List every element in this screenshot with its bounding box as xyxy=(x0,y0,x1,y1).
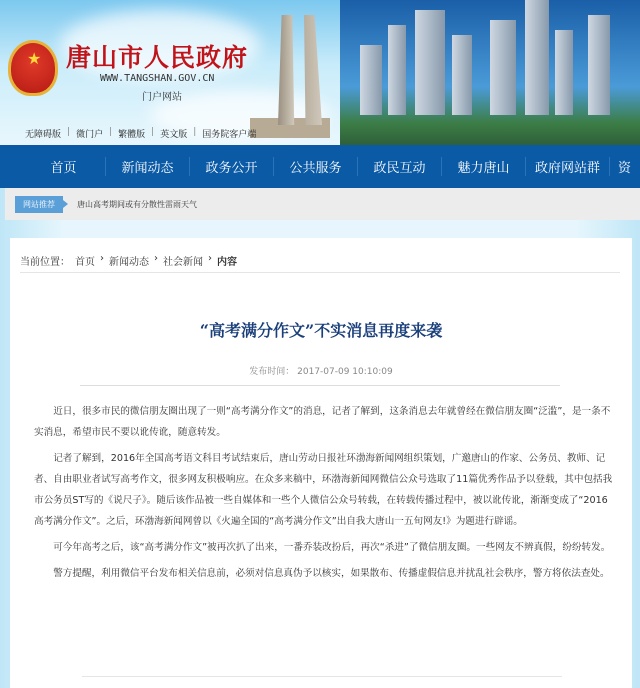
link-english[interactable]: 英文版 xyxy=(160,130,188,140)
nav-resources[interactable]: 资 xyxy=(618,161,632,176)
nav-gov-affairs[interactable]: 政务公开 xyxy=(190,157,274,176)
breadcrumb xyxy=(20,253,237,268)
paragraph: 记者了解到，2016年全国高考语文科目考试结束后，唐山劳动日报社环渤海新闻网组织策划，广邀唐山的作家、公务员、教师、记者、自由职业者试写高考作文，很多网友积极响应。在众多来稿中，环渤海新闻网微信公众号选取了11篇优秀作品予以登载，其中包括我市公务员ST写的《说尺子》。随后该作品被一些自媒体和一些个人微信公众号转载，在转载传播过程中，被以讹传讹，渐渐变成了“2016高考满分作文”。之后，环渤海新闻网曾以《火遍全国的“高考满分作文”出自我大唐山一五旬网友!》为题进行辟谣。 xyxy=(34,453,613,527)
quick-links: 无障碍版 | 微门户 | 繁體版 | 英文版 | 国务院客户端 xyxy=(25,127,257,140)
breadcrumb-sep: › xyxy=(154,253,158,264)
nav-news[interactable]: 新闻动态 xyxy=(106,157,190,176)
date-value: 2017-07-09 10:10:09 xyxy=(297,367,393,377)
breadcrumb-current: 内容 xyxy=(217,257,237,268)
breadcrumb-sep: › xyxy=(208,253,212,264)
link-traditional[interactable]: 繁體版 xyxy=(118,130,146,140)
article-title: “高考满分作文”不实消息再度来袭 xyxy=(199,321,443,340)
breadcrumb-social-news[interactable]: 社会新闻 xyxy=(163,257,203,268)
divider xyxy=(80,385,560,386)
site-subtitle: 门户网站 xyxy=(142,92,182,103)
link-micro-portal[interactable]: 微门户 xyxy=(76,130,104,140)
notice-bar xyxy=(5,188,640,220)
nav-site-group[interactable]: 政府网站群 xyxy=(526,157,610,176)
breadcrumb-news[interactable]: 新闻动态 xyxy=(109,257,149,268)
article-body xyxy=(34,401,614,589)
breadcrumb-home[interactable]: 首页 xyxy=(75,257,95,268)
paragraph: 警方提醒，利用微信平台发布相关信息前，必须对信息真伪予以核实，如果散布、传播虚假信息并扰乱社会秩序，警方将依法查处。 xyxy=(53,568,610,579)
divider xyxy=(82,676,562,677)
breadcrumb-label: 当前位置： xyxy=(20,257,70,268)
site-title: 唐山市人民政府 xyxy=(66,43,249,72)
notice-link[interactable]: 唐山高考期间或有分散性雷雨天气 xyxy=(77,199,197,209)
nav-home[interactable]: 首页 xyxy=(22,157,106,176)
date-label: 发布时间： xyxy=(249,367,295,377)
nav-public-service[interactable]: 公共服务 xyxy=(274,157,358,176)
link-accessible[interactable]: 无障碍版 xyxy=(25,130,62,140)
breadcrumb-sep: › xyxy=(100,253,104,264)
nav-interaction[interactable]: 政民互动 xyxy=(358,157,442,176)
paragraph: 近日，很多市民的微信朋友圈出现了一则“高考满分作文”的消息，记者了解到，这条消息去年就曾经在微信朋友圈“泛滥”，是一条不实消息，希望市民不要以讹传讹，随意转发。 xyxy=(34,406,611,438)
content-panel xyxy=(10,238,632,688)
site-url: WWW.TANGSHAN.GOV.CN xyxy=(100,73,215,84)
notice-badge: 网站推荐 xyxy=(15,196,63,213)
site-header xyxy=(0,0,640,145)
nav-charm-tangshan[interactable]: 魅力唐山 xyxy=(442,157,526,176)
national-emblem-icon: ★ xyxy=(8,40,58,96)
paragraph: 可今年高考之后，该“高考满分作文”被再次扒了出来，一番乔装改扮后，再次“杀进”了微信朋友圈。一些网友不辨真假，纷纷转发。 xyxy=(53,542,611,553)
divider xyxy=(20,272,620,273)
article-date xyxy=(10,364,632,377)
city-skyline-image xyxy=(340,0,640,145)
link-state-council-app[interactable]: 国务院客户端 xyxy=(202,130,257,140)
main-nav xyxy=(0,145,640,188)
